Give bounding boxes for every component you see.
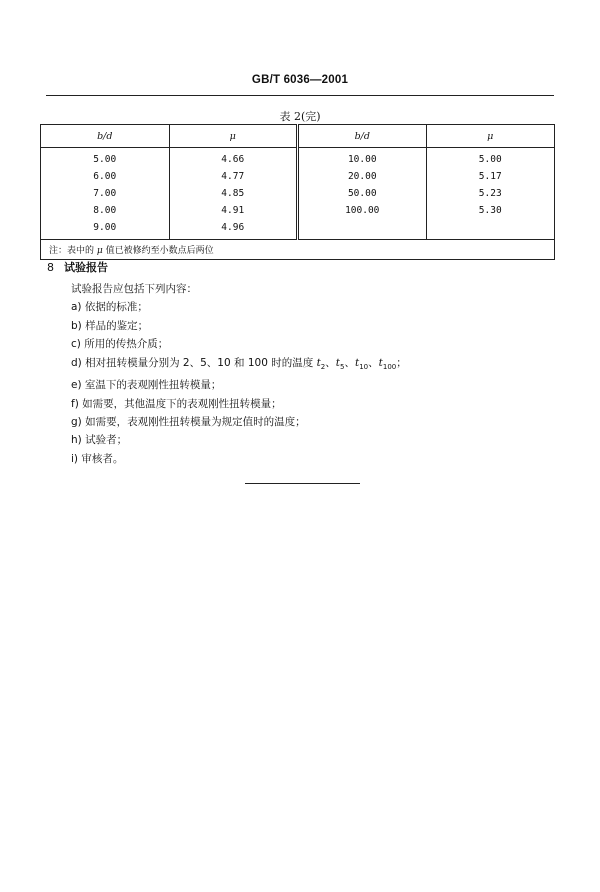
table-cell: 5.17 [478, 171, 502, 182]
table-note [41, 240, 555, 260]
table-cell: 4.77 [169, 168, 298, 185]
temp-symbol: t [335, 356, 340, 369]
temp-symbol: t [316, 356, 321, 369]
temp-sub: 100 [382, 362, 397, 371]
table-row [41, 219, 555, 240]
table-cell [426, 219, 555, 240]
col-header-bd-2: b/d [298, 125, 427, 148]
table-note-row [41, 240, 555, 260]
list-item: g) 如需要，表观刚性扭转模量为规定值时的温度； [71, 415, 306, 428]
col-header-mu-1: μ [169, 125, 298, 148]
table-header-row [41, 125, 555, 148]
table-row [41, 148, 555, 169]
list-item: f) 如需要，其他温度下的表观刚性扭转模量； [71, 397, 282, 410]
separator: 、 [344, 356, 355, 369]
list-intro: 试验报告应包括下列内容： [71, 283, 197, 295]
note-suffix: 值已被修约至小数点后两位 [102, 246, 214, 256]
table-row [41, 168, 555, 185]
table-cell: 4.66 [169, 148, 298, 169]
section-title: 试验报告 [64, 261, 108, 274]
report-content-list [71, 280, 407, 468]
table-cell: 20.00 [298, 168, 427, 185]
temp-symbol: t [378, 356, 383, 369]
temp-sub: 2 [320, 362, 326, 371]
section-number: 8 [47, 261, 54, 274]
page-header-standard-number: GB/T 6036—2001 [251, 74, 349, 86]
list-item: i) 审核者。 [71, 452, 124, 465]
note-mu-symbol: μ [96, 246, 103, 256]
list-item: e) 室温下的表观刚性扭转模量； [71, 379, 222, 392]
table-cell [298, 219, 427, 240]
end-of-standard-rule [245, 483, 360, 484]
temp-sub: 5 [340, 362, 345, 371]
data-table [40, 124, 555, 260]
table-cell: 5.00 [41, 148, 170, 169]
col-header-bd-1: b/d [41, 125, 170, 148]
table-cell: 6.00 [41, 168, 170, 185]
table-cell: 10.00 [298, 148, 427, 169]
header-rule [46, 95, 554, 96]
table-cell: 9.00 [41, 219, 170, 240]
table-cell: 8.00 [41, 202, 170, 219]
temp-sub: 10 [359, 362, 369, 371]
list-item: c) 所用的传热介质； [71, 338, 169, 351]
list-item-d-text: d) 相对扭转模量分别为 2、5、10 和 100 时的温度 [71, 356, 317, 369]
table-row [41, 185, 555, 202]
item-end-mark: ； [396, 356, 407, 369]
list-item: a) 依据的标准； [71, 301, 148, 314]
list-item: b) 样品的鉴定； [71, 319, 149, 332]
table-cell: 4.91 [169, 202, 298, 219]
section-heading [47, 259, 108, 275]
table-caption: 表 2(完) [279, 110, 321, 123]
separator: 、 [368, 356, 379, 369]
table-cell: 100.00 [298, 202, 427, 219]
note-prefix: 注：表中的 [49, 246, 97, 256]
col-header-mu-2: μ [426, 125, 555, 148]
table-cell: 5.23 [478, 188, 502, 199]
table-cell: 50.00 [298, 185, 427, 202]
table-row [41, 202, 555, 219]
table-cell: 5.00 [478, 154, 502, 165]
table-cell: 4.96 [169, 219, 298, 240]
table-cell: 4.85 [169, 185, 298, 202]
temp-symbol: t [354, 356, 360, 369]
table-cell: 7.00 [41, 185, 170, 202]
list-item: h) 试验者； [71, 434, 128, 447]
list-item-d [71, 354, 407, 377]
separator: 、 [325, 356, 336, 369]
table-cell: 5.30 [478, 205, 502, 216]
